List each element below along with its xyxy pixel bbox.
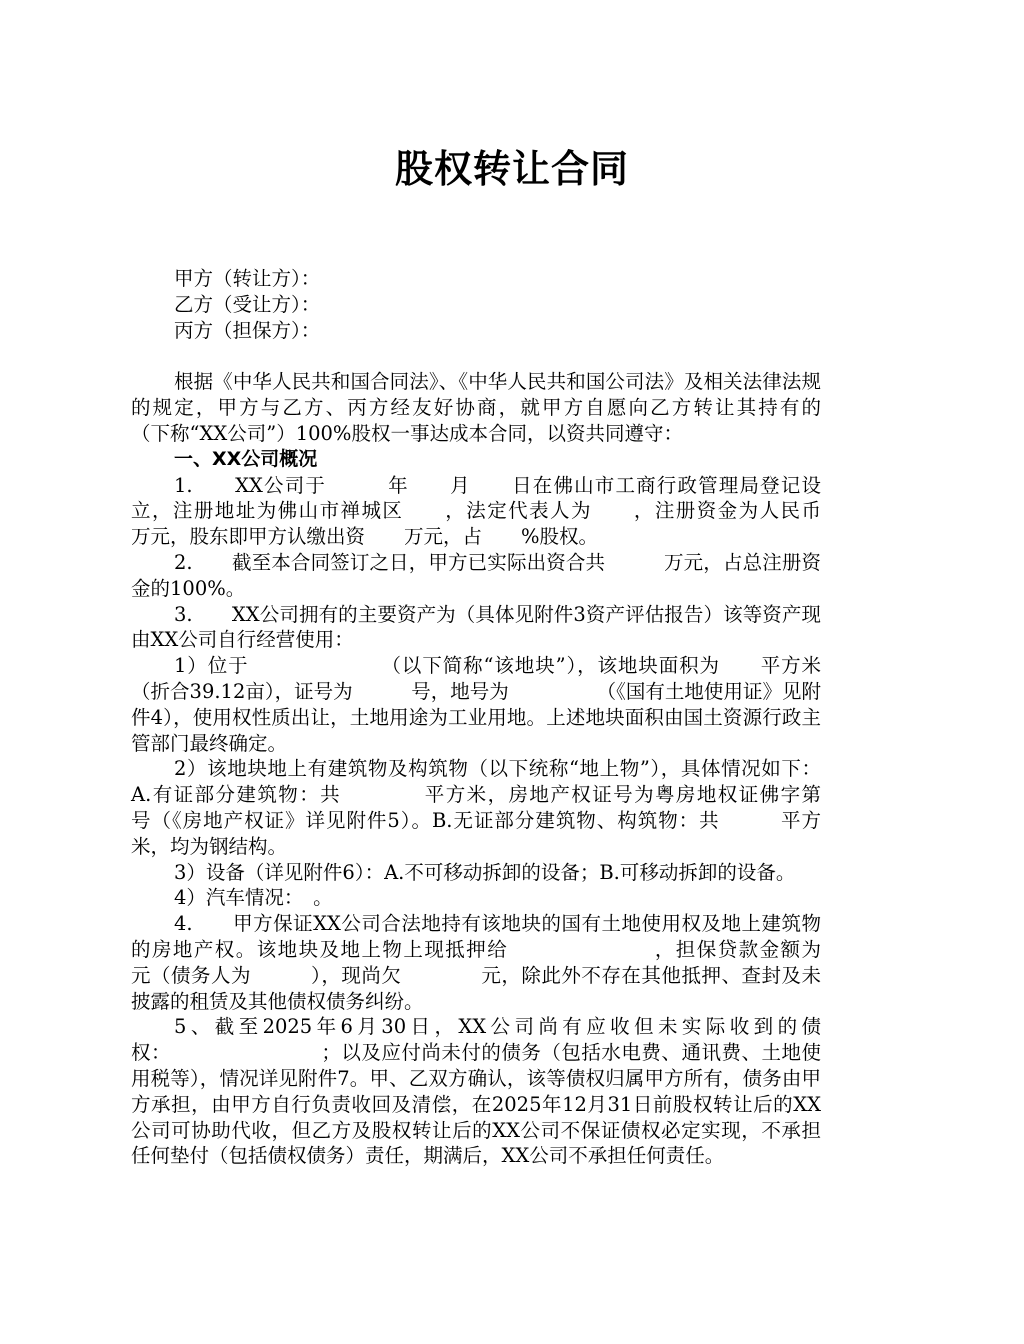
- clause-paragraph: 5、截至2025年6月30日，XX公司尚有应收但未实际收到的债权： ；以及应付尚未付的债务（包括水电费、通讯费、土地使用税等），情况详见附件7。甲、乙双方确认，该等债权归属甲方所有，债务由甲方承担，由甲方自行负责收回及清偿，在2025年12月31日前股权转让后的XX公司可协助代收，但乙方及股权转让后的XX公司不保证债权必定实现，不承担任何垫付（包括债权债务）责任，期满后，XX公司不承担任何责任。: [131, 1015, 821, 1168]
- clause-paragraph: 1. XX公司于 年 月 日在佛山市工商行政管理局登记设立，注册地址为佛山市禅城区 ，法定代表人为 ，注册资金为人民币 万元，股东即甲方认缴出资 万元，占 %股权。: [131, 473, 880, 549]
- clause-paragraph: 4. 甲方保证XX公司合法地持有该地块的国有土地使用权及地上建筑物的房地产权。该地块及地上物上现抵押给 ，担保贷款金额为 元（债务人为 ），现尚欠 元，除此外不存在其他抵押、查封及未披露的租赁及其他债权债务纠纷。: [131, 912, 900, 1013]
- document-title: 股权转让合同: [394, 147, 629, 191]
- party-c-line: 丙方（担保方）：: [174, 318, 321, 342]
- clause-paragraph: 2. 截至本合同签订之日，甲方已实际出资合共 万元，占总注册资金的100%。: [131, 550, 821, 600]
- section-heading: 一、XX公司概况: [174, 447, 318, 470]
- clause-paragraph: 2）该地块地上有建筑物及构筑物（以下统称“地上物”），具体情况如下：A.有证部分建筑物：共 平方米，房地产权证号为粤房地权证佛字第 号（《房地产权证》详见附件5）。B.无证部分建筑物、构筑物：共 平方米，均为钢结构。: [131, 757, 939, 858]
- clause-paragraph: 3. XX公司拥有的主要资产为（具体见附件3资产评估报告）该等资产现由XX公司自行经营使用：: [131, 602, 821, 652]
- party-a-line: 甲方（转让方）：: [174, 267, 321, 290]
- preamble-paragraph: 根据《中华人民共和国合同法》、《中华人民共和国公司法》及相关法律法规的规定，甲方与乙方、丙方经友好协商，就甲方自愿向乙方转让其持有的 （下称“XX公司”）100%股权一事达成本合同，以资共同遵守：: [131, 370, 978, 445]
- party-b-line: 乙方（受让方）：: [174, 292, 321, 316]
- clause-paragraph: 1）位于 （以下简称“该地块”），该地块面积为 平方米（折合39.12亩），证号为 号，地号为 （《国有土地使用证》见附件4），使用权性质出让，土地用途为工业用地。上述地块面积由国土资源行政主管部门最终确定。: [131, 654, 821, 755]
- document-body: [131, 266, 978, 1169]
- spacer: [131, 343, 821, 369]
- clause-paragraph: 3）设备（详见附件6）：A.不可移动拆卸的设备；B.可移动拆卸的设备。: [174, 860, 796, 884]
- clause-paragraph: 4）汽车情况： 。: [174, 886, 333, 910]
